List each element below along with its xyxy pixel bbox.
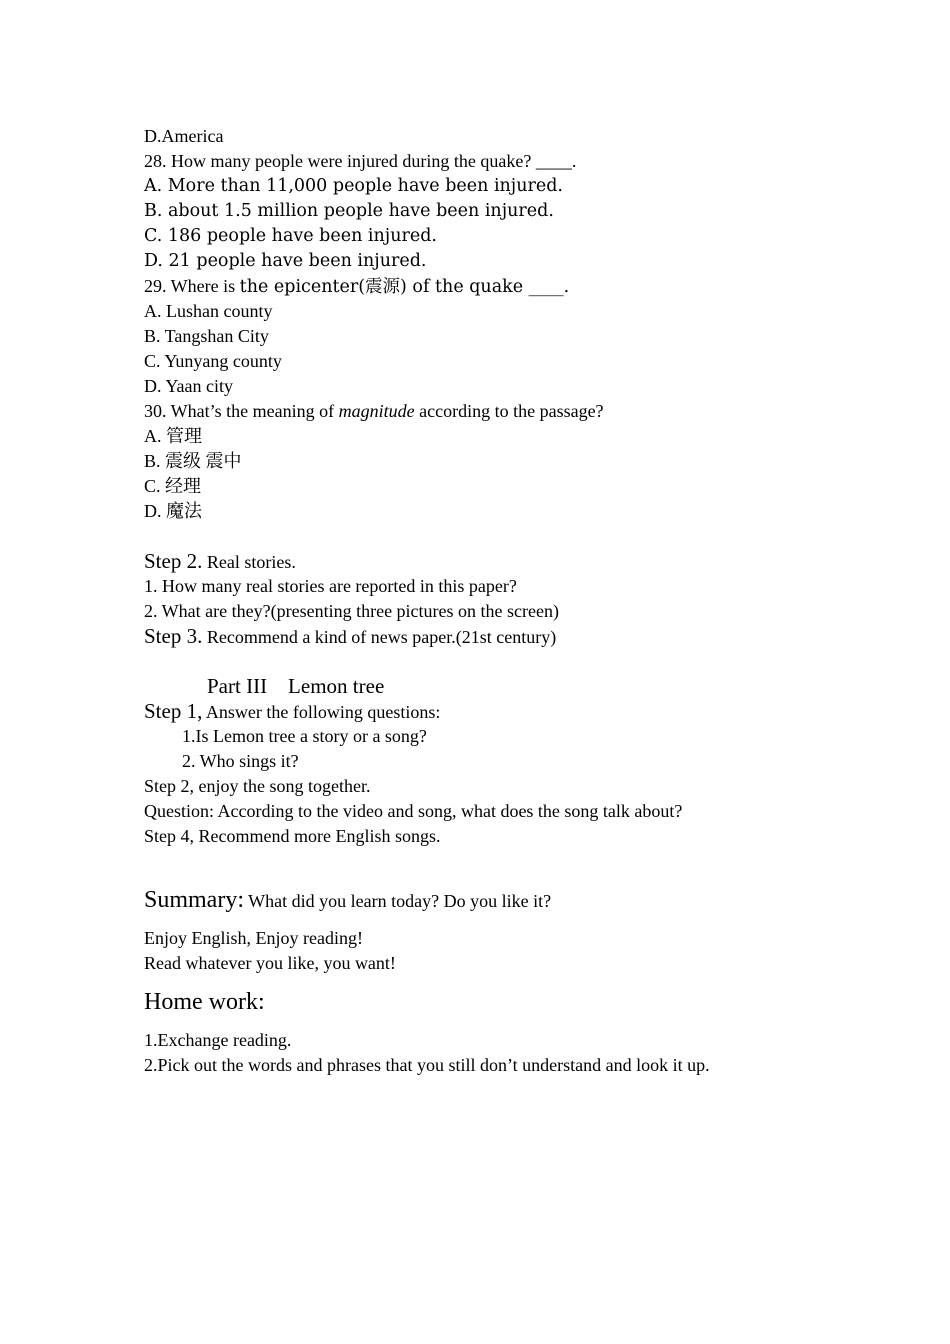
- part3-step1-text: Answer the following questions:: [202, 702, 441, 722]
- q30-question: [144, 399, 844, 424]
- q30-option-b: B. 震级 震中: [144, 451, 242, 471]
- q28-option-b: B. about 1.5 million people have been injured.: [144, 201, 554, 221]
- summary-line: [144, 884, 844, 916]
- step3-line: [144, 624, 844, 649]
- homework-item2: 2.Pick out the words and phrases that you still don’t understand and look it up.: [144, 1055, 710, 1075]
- q29-question: [144, 274, 844, 299]
- step3-heading: Step 3.: [144, 624, 203, 648]
- part3-step1-line: [144, 699, 844, 724]
- q27-option-d: D.America: [144, 126, 224, 146]
- q30-option-a: A. 管理: [144, 426, 202, 446]
- summary-line1: Enjoy English, Enjoy reading!: [144, 928, 363, 948]
- summary-line2: Read whatever you like, you want!: [144, 953, 396, 973]
- q30-suffix: according to the passage?: [414, 401, 604, 421]
- q30-option-d: D. 魔法: [144, 501, 202, 521]
- part3-step2: Step 2, enjoy the song together.: [144, 776, 371, 796]
- homework-item1: 1.Exchange reading.: [144, 1030, 292, 1050]
- part3-question: Question: According to the video and song, what does the song talk about?: [144, 801, 683, 821]
- part3-step4: Step 4, Recommend more English songs.: [144, 826, 441, 846]
- step3-text: Recommend a kind of news paper.(21st century): [202, 627, 557, 647]
- step2-q2: 2. What are they?(presenting three pictures on the screen): [144, 601, 559, 621]
- step2-text: Real stories.: [202, 552, 296, 572]
- q30-word: magnitude: [338, 401, 415, 421]
- summary-heading: Summary:: [144, 887, 244, 913]
- part3-title: Part III Lemon tree: [207, 674, 385, 698]
- homework-heading: Home work:: [144, 989, 265, 1015]
- q29-prefix: 29. Where is: [144, 276, 240, 296]
- q28-option-d: D. 21 people have been injured.: [144, 251, 427, 271]
- step2-heading: Step 2.: [144, 549, 203, 573]
- q29-option-d: D. Yaan city: [144, 376, 233, 396]
- q29-option-a: A. Lushan county: [144, 301, 273, 321]
- q28-option-c: C. 186 people have been injured.: [144, 226, 437, 246]
- part3-q2: 2. Who sings it?: [182, 751, 299, 771]
- q29-option-b: B. Tangshan City: [144, 326, 269, 346]
- q30-prefix: 30. What’s the meaning of: [144, 401, 339, 421]
- q30-option-c: C. 经理: [144, 476, 202, 496]
- step2-line: [144, 549, 844, 574]
- q29-option-c: C. Yunyang county: [144, 351, 282, 371]
- step2-q1: 1. How many real stories are reported in this paper?: [144, 576, 517, 596]
- q28-question: 28. How many people were injured during the quake? ____.: [144, 151, 577, 171]
- document-page: [144, 124, 844, 1078]
- q28-option-a: A. More than 11,000 people have been injured.: [144, 176, 563, 196]
- part3-q1: 1.Is Lemon tree a story or a song?: [182, 726, 427, 746]
- q29-rest: the epicenter(震源) of the quake ____.: [239, 277, 570, 297]
- part3-step1-heading: Step 1,: [144, 699, 203, 723]
- summary-text: What did you learn today? Do you like it?: [244, 891, 552, 911]
